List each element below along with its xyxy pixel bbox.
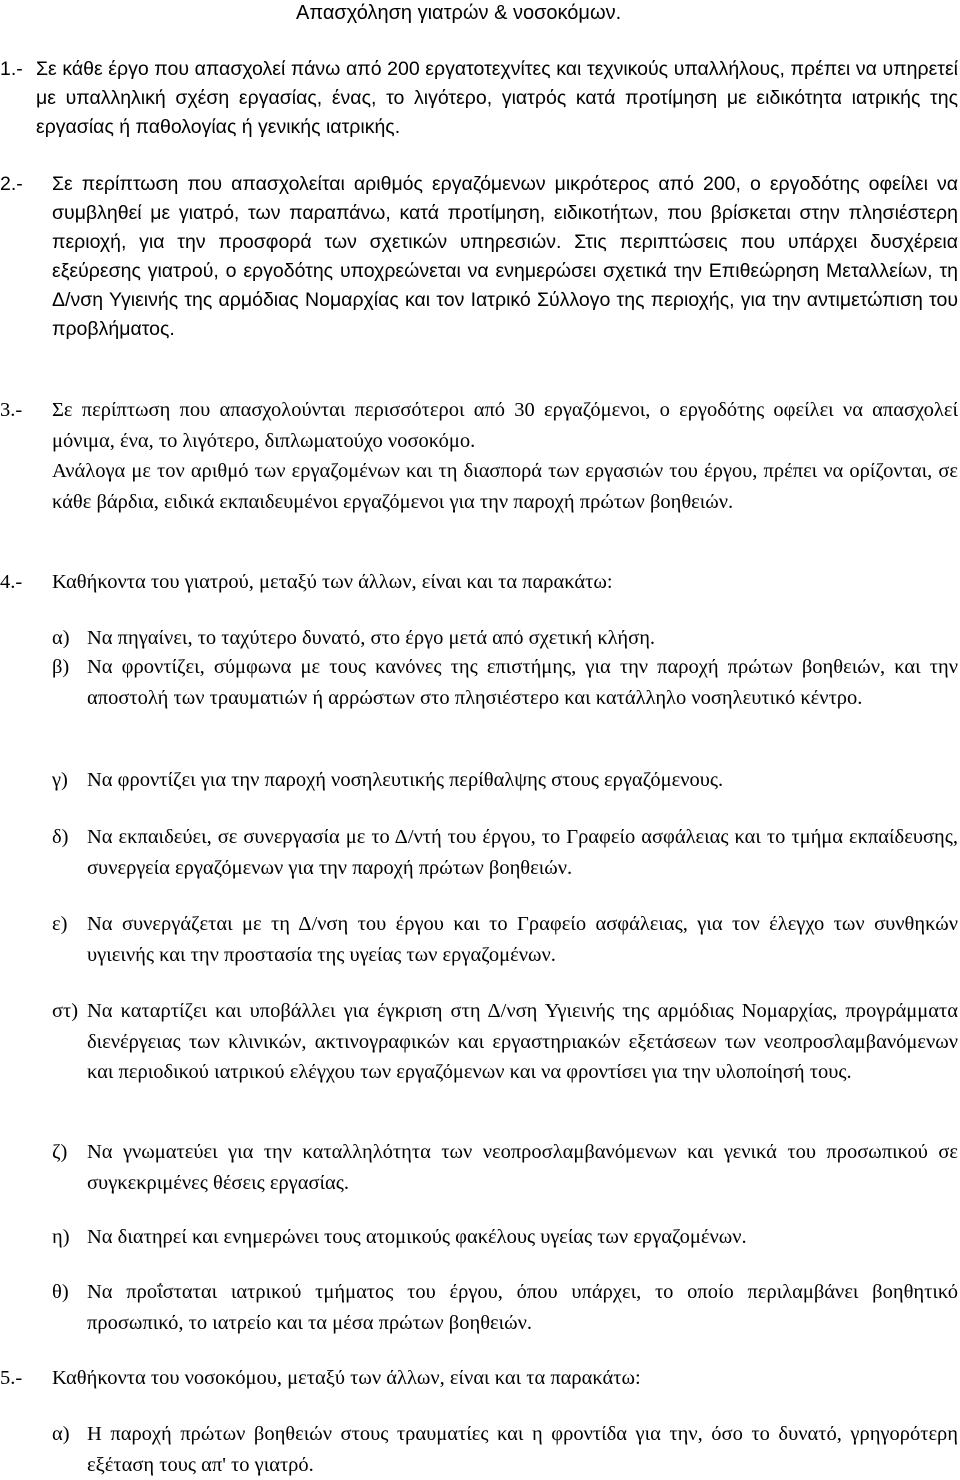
section-3-text: Σε περίπτωση που απασχολούνται περισσότεροι από 30 εργαζόμενοι, ο εργοδότης οφείλει να απασχολεί μόνιμα, ένα, το λιγότερο, διπλωματούχο νοσοκόμο.: [52, 399, 958, 452]
section-2-text: Σε περίπτωση που απασχολείται αριθμός εργαζόμενων μικρότερος από 200, ο εργοδότης οφείλει να συμβληθεί με γιατρό, των παραπάνω, κατά προτίμηση, ειδικοτήτων, που βρίσκεται στην πλησιέστερη περιοχή, για την προσφορά των σχετικών υπηρεσιών. Στις περιπτώσεις που υπάρχει δυσχέρεια εξεύρεσης γιατρού, ο εργοδότης υποχρεώνεται να ενημερώσει σχετικά την Επιθεώρηση Μεταλλείων, τη Δ/νση Υγιεινής της αρμόδιας Νομαρχίας και τον Ιατρικό Σύλλογο της περιοχής, για την αντιμετώπιση του προβλήματος.: [52, 173, 958, 340]
section-5-number: 5.-: [0, 1367, 23, 1389]
section-4-number: 4.-: [0, 571, 23, 593]
item-text: Να διατηρεί και ενημερώνει τους ατομικούς φακέλους υγείας των εργαζομένων.: [87, 1226, 747, 1248]
item-text: Να φροντίζει για την παροχή νοσηλευτικής περίθαλψης στους εργαζόμενους.: [87, 769, 724, 791]
item-text: Να προΐσταται ιατρικού τμήματος του έργου, όπου υπάρχει, το οποίο περιλαμβάνει βοηθητικό προσωπικό, το ιατρείο και τα μέσα πρώτων βοηθειών.: [87, 1281, 958, 1334]
item-label: θ): [52, 1281, 69, 1303]
item-text: Η παροχή πρώτων βοηθειών στους τραυματίες και η φροντίδα για την, όσο το δυνατό, γρηγορότερη εξέταση τους απ' το γιατρό.: [87, 1423, 958, 1476]
item-label: ζ): [52, 1141, 68, 1163]
item-label: γ): [52, 769, 68, 791]
item-label: α): [52, 1423, 70, 1445]
section-4-text: Καθήκοντα του γιατρού, μεταξύ των άλλων, είναι και τα παρακάτω:: [52, 571, 613, 593]
item-label: β): [52, 656, 70, 678]
item-label: α): [52, 627, 70, 649]
item-label: ε): [52, 913, 68, 935]
section-3-number: 3.-: [0, 399, 23, 421]
item-label: η): [52, 1226, 70, 1248]
item-text: Να πηγαίνει, το ταχύτερο δυνατό, στο έργο μετά από σχετική κλήση.: [87, 627, 656, 649]
section-1-number: 1.-: [0, 58, 23, 80]
page-title: Απασχόληση γιατρών & νοσοκόμων.: [296, 2, 622, 24]
section-5-text: Καθήκοντα του νοσοκόμου, μεταξύ των άλλων, είναι και τα παρακάτω:: [52, 1367, 641, 1389]
section-1-text: [36, 55, 958, 142]
item-label: δ): [52, 826, 69, 848]
section-2-number: 2.-: [0, 173, 23, 195]
section-3-text-2: Ανάλογα με τον αριθμό των εργαζομένων και τη διασπορά των εργασιών του έργου, πρέπει να ορίζονται, σε κάθε βάρδια, ειδικά εκπαιδευμένοι εργαζόμενοι για την παροχή πρώτων βοηθειών.: [52, 460, 958, 513]
item-text: Να γνωματεύει για την καταλληλότητα των νεοπροσλαμβανόμενων και γενικά του προσωπικού σε συγκεκριμένες θέσεις εργασίας.: [87, 1141, 958, 1194]
item-text: Να εκπαιδεύει, σε συνεργασία με το Δ/ντή του έργου, το Γραφείο ασφάλειας και το τμήμα εκπαίδευσης, συνεργεία εργαζόμενων για την παροχή πρώτων βοηθειών.: [87, 826, 958, 879]
item-label: στ): [52, 1000, 79, 1022]
item-text: Να φροντίζει, σύμφωνα με τους κανόνες της επιστήμης, για την παροχή πρώτων βοηθειών, και την αποστολή των τραυματιών ή αρρώστων στο πλησιέστερο και κατάλληλο νοσηλευτικό κέντρο.: [87, 656, 958, 709]
item-text: Να καταρτίζει και υποβάλλει για έγκριση στη Δ/νση Υγιεινής της αρμόδιας Νομαρχίας, προγράμματα διενέργειας των κλινικών, ακτινογραφικών και εργαστηριακών εξετάσεων των νεοπροσλαμβανόμενων και περιοδικού ιατρικού ελέγχου των εργαζόμενων και να φροντίσει για την υλοποίησή τους.: [87, 1000, 958, 1084]
section-1-body: Σε κάθε έργο που απασχολεί πάνω από 200 εργατοτεχνίτες και τεχνικούς υπαλλήλους, πρέπει να υπηρετεί με υπαλληλική σχέση εργασίας, ένας, το λιγότερο, γιατρός κατά προτίμηση με ειδικότητα ιατρικής της εργασίας ή παθολογίας ή γενικής ιατρικής.: [36, 58, 958, 138]
item-text: Να συνεργάζεται με τη Δ/νση του έργου και το Γραφείο ασφάλειας, για τον έλεγχο των συνθηκών υγιεινής και την προστασία της υγείας των εργαζομένων.: [87, 913, 958, 966]
